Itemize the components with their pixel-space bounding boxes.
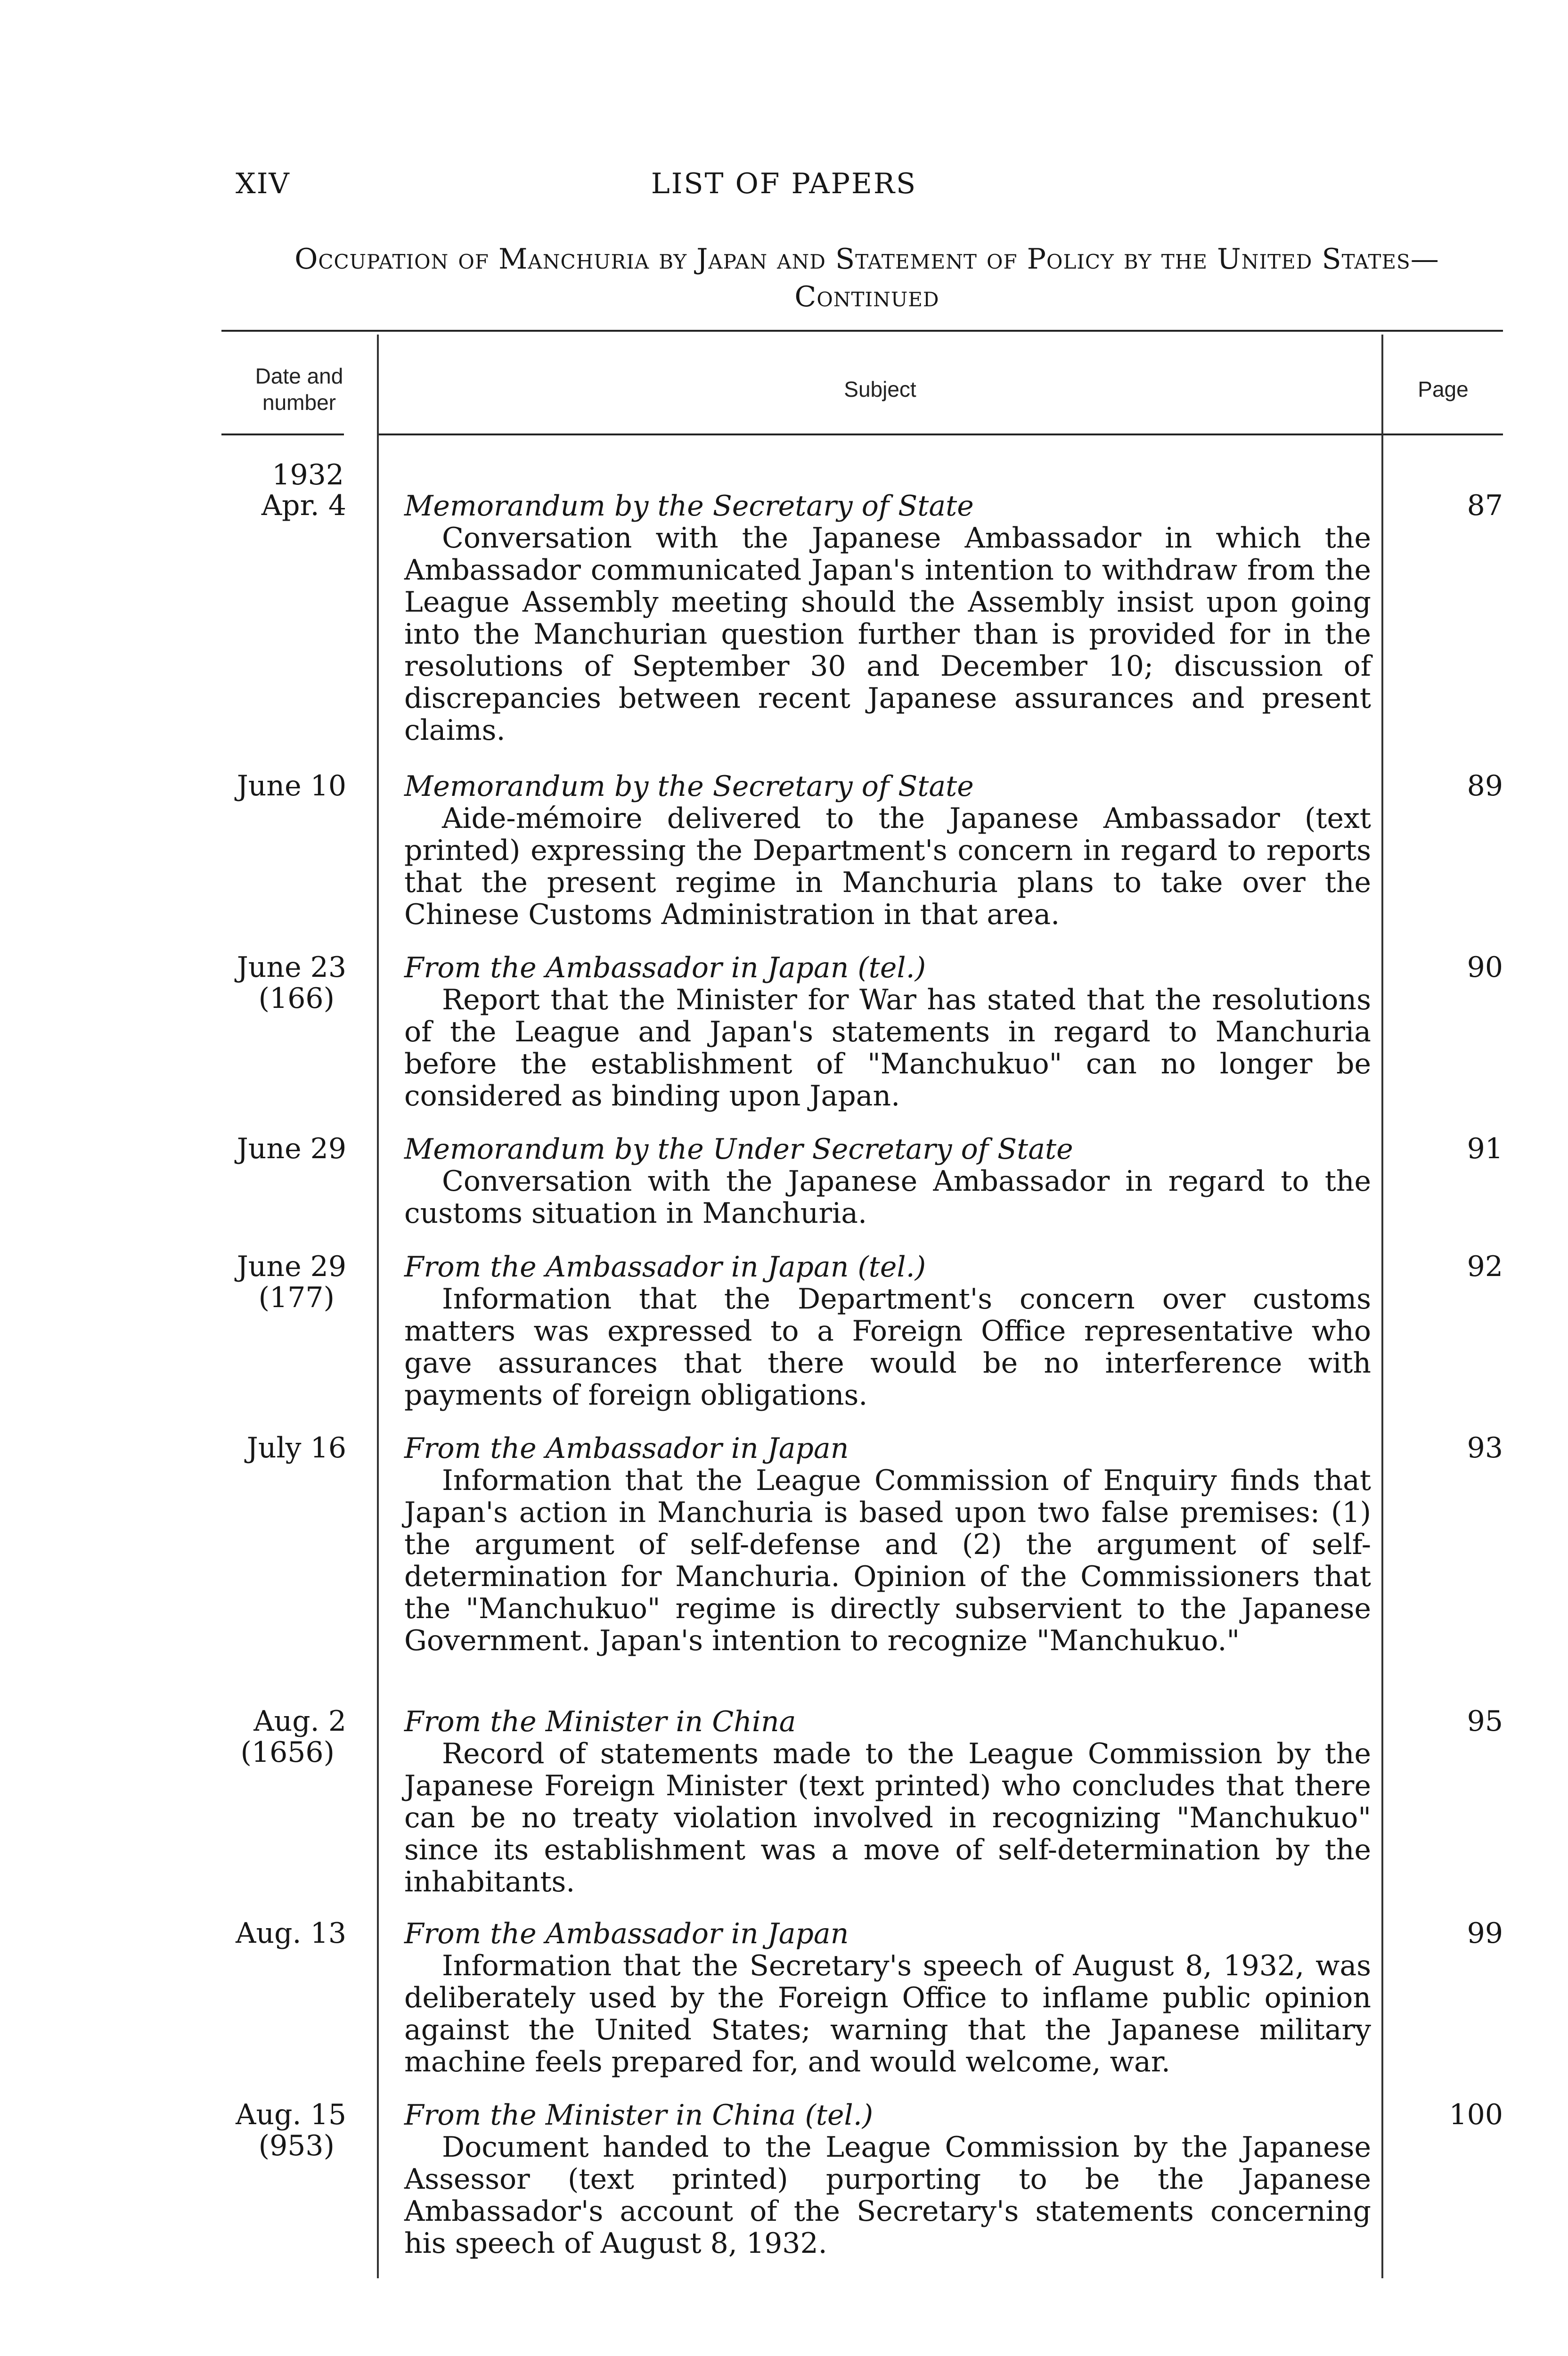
entry-date: Apr. 4 bbox=[261, 489, 346, 522]
entry-date: June 29 (177) bbox=[237, 1250, 346, 1314]
entry-subject: From the Ambassador in Japan Information that the League Commission of Enquiry finds that Japan's action in Manchuria is based upon two false premises: (1) the argument of self-defense and (2) the argument of self-determination for Manchuria. Opinion of the Commissioners that the "Manchukuo" regime is directly subservient to the Japanese Government. Japan's intention to recognize "Manchukuo." bbox=[404, 1432, 1371, 1657]
year-label: 1932 bbox=[272, 458, 344, 491]
entry-subject: Memorandum by the Under Secretary of State Conversation with the Japanese Ambassador in regard to the customs situation in Manchuria. bbox=[404, 1133, 1371, 1230]
section-title: Occupation of Manchuria by Japan and Statement of Policy by the United States—Continued bbox=[294, 243, 1439, 313]
entry-subject: From the Ambassador in Japan (tel.) Information that the Department's concern over customs matters was expressed to a Foreign Office representative who gave assurances that there would be no interference with payments of foreign obligations. bbox=[404, 1251, 1371, 1412]
papers-table bbox=[221, 330, 1503, 2299]
page-number-roman: XIV bbox=[236, 167, 290, 200]
entry-date: June 29 bbox=[237, 1132, 346, 1165]
entry-page: 99 bbox=[1467, 1917, 1503, 1950]
entry-subject: From the Ambassador in Japan (tel.) Report that the Minister for War has stated that the resolutions of the League and Japan's statements in regard to Manchuria before the establishment of "Manchukuo" can no longer be considered as binding upon Japan. bbox=[404, 951, 1371, 1113]
entry-subject: From the Minister in China (tel.) Document handed to the League Commission by the Japanese Assessor (text printed) purporting to be the Japanese Ambassador's account of the Secretary's statements concerning his speech of August 8, 1932. bbox=[404, 2099, 1371, 2260]
entry-subject: From the Ambassador in Japan Information that the Secretary's speech of August 8, 1932, was deliberately used by the Foreign Office to inflame public opinion against the United States; warning that the Japanese military machine feels prepared for, and would welcome, war. bbox=[404, 1917, 1371, 2078]
page-header bbox=[0, 167, 1568, 214]
divider-date-subject bbox=[377, 335, 379, 2278]
entry-subject: Memorandum by the Secretary of State Conversation with the Japanese Ambassador in which the Ambassador communicated Japan's intention to withdraw from the League Assembly meeting should the Assembly insist upon going into the Manchurian question further than is provided for in the resolutions of September 30 and December 10; discussion of discrepancies between recent Japanese assurances and present claims. bbox=[404, 490, 1371, 747]
entry-page: 90 bbox=[1467, 951, 1503, 984]
entry-page: 100 bbox=[1449, 2098, 1503, 2131]
header-rule-date bbox=[221, 434, 344, 435]
entry-page: 92 bbox=[1467, 1250, 1503, 1283]
entry-date: June 23 (166) bbox=[237, 951, 346, 1015]
entry-page: 91 bbox=[1467, 1132, 1503, 1165]
entry-subject: Memorandum by the Secretary of State Aide-mémoire delivered to the Japanese Ambassador (text printed) expressing the Department's concern in regard to reports that the present regime in Manchuria plans to take over the Chinese Customs Administration in that area. bbox=[404, 770, 1371, 931]
entry-date: July 16 bbox=[246, 1432, 346, 1464]
col-head-page: Page bbox=[1418, 377, 1469, 401]
entry-page: 87 bbox=[1467, 489, 1503, 522]
entry-date: Aug. 2 (1656) bbox=[240, 1705, 346, 1769]
entry-page: 89 bbox=[1467, 769, 1503, 802]
entry-page: 95 bbox=[1467, 1705, 1503, 1738]
entry-subject: From the Minister in China Record of statements made to the League Commission by the Japanese Foreign Minister (text printed) who concludes that there can be no treaty violation involved in recognizing "Manchukuo" since its establishment was a move of self-determination by the inhabitants. bbox=[404, 1705, 1371, 1898]
entry-page: 93 bbox=[1467, 1432, 1503, 1464]
table-top-rule bbox=[221, 330, 1503, 332]
entry-date: Aug. 13 bbox=[236, 1917, 346, 1950]
entry-date: June 10 bbox=[237, 769, 346, 802]
col-head-date: Date and number bbox=[255, 364, 343, 415]
running-title: LIST OF PAPERS bbox=[651, 167, 917, 200]
header-rule-subject bbox=[377, 434, 1503, 435]
divider-subject-page bbox=[1381, 335, 1383, 2278]
entry-date: Aug. 15 (953) bbox=[236, 2098, 346, 2162]
col-head-subject: Subject bbox=[844, 377, 916, 401]
